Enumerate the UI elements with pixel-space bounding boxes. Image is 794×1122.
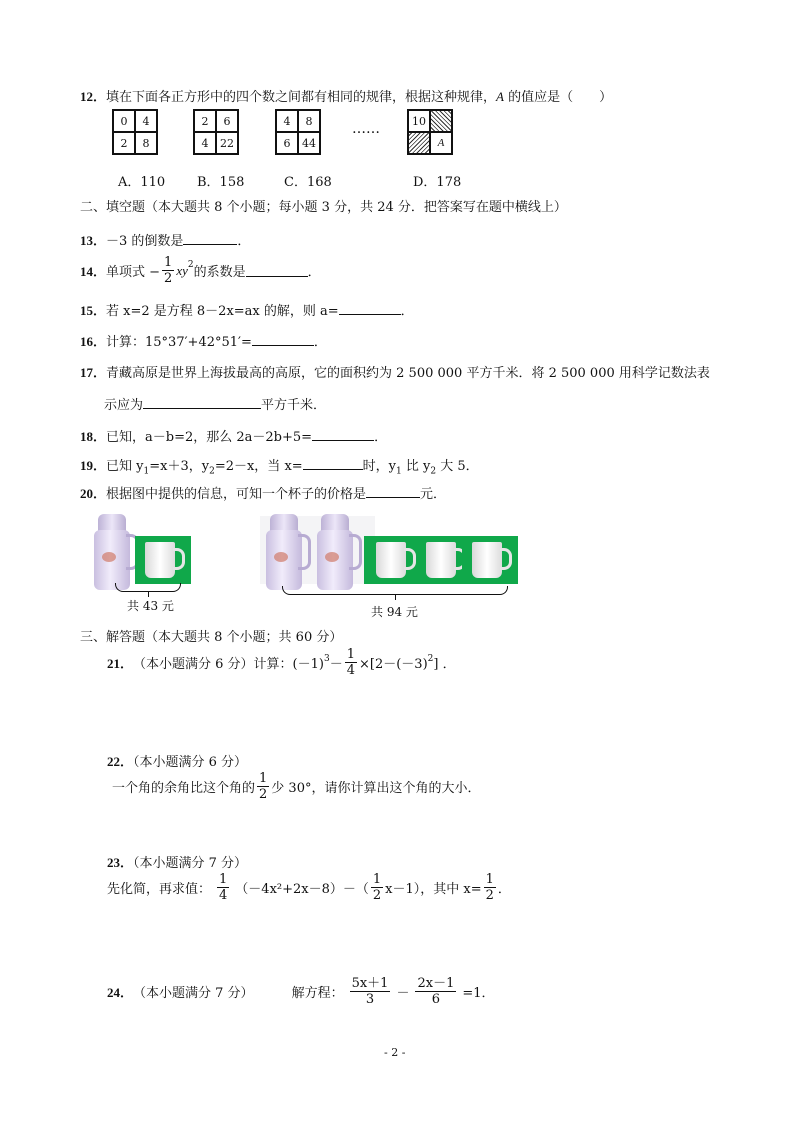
q21: 21． （本小题满分 6 分）计算：(－1) $^3$ － $\frac{1}{4}$ ×[2－(－3) $^2$ ] ． [107, 647, 456, 678]
grid-cell: 4 [276, 110, 298, 132]
q15-blank [339, 302, 401, 315]
grid-cell: 2 [194, 110, 216, 132]
grid-cell-a: A [430, 132, 452, 154]
option-b: B．158 [197, 175, 245, 190]
brace [282, 586, 508, 595]
brace [115, 583, 181, 592]
q14-pre: 单项式 − [106, 265, 161, 280]
q14-fraction: $\frac{1}{2}$ [164, 255, 173, 286]
q24: 24． （本小题满分 7 分） 解方程： $\frac{5x+1}{3}$ － $\frac{2x-1}{6}$ =1． [107, 976, 495, 1007]
q16-end: ． [313, 335, 327, 350]
grid-cell: 10 [408, 110, 430, 132]
option-a: A．110 [118, 175, 166, 190]
mug-image [135, 536, 191, 584]
grid-2 [193, 109, 239, 155]
grid-cell: 6 [276, 132, 298, 154]
grid-1 [112, 109, 158, 155]
q17-pre: 示应为 [104, 398, 144, 413]
q20 [80, 483, 446, 502]
q18 [80, 426, 387, 445]
q12-var: A [496, 89, 504, 104]
q17-text: 青藏高原是世界上海拔最高的高原，它的面积约为 2 500 000 平方千米．将 2 500 000 用科学记数法表 [106, 366, 710, 381]
grid-cell: 2 [113, 132, 135, 154]
grid-cell: 22 [216, 132, 238, 154]
q20-text: 根据图中提供的信息，可知一个杯子的价格是 [106, 487, 367, 502]
q23-fraction-3: $\frac{1}{2}$ [485, 872, 494, 903]
q19-blank [303, 457, 363, 470]
q16-text: 计算：15°37′+42°51′= [106, 335, 252, 350]
q22-number: 22． [107, 754, 134, 769]
q13-end: ． [237, 234, 251, 249]
q21-number: 21． [107, 656, 134, 671]
q24-fraction-1: $\frac{5x+1}{3}$ [351, 976, 389, 1007]
q13-text: －3 的倒数是 [106, 234, 184, 249]
q17-line1 [80, 362, 710, 381]
q17-line2 [104, 394, 326, 413]
q13-number: 13． [80, 233, 107, 248]
q23-body: 先化简，再求值： $\frac{1}{4}$ （－4x²+2x－8）－（ $\frac{1}{2}$ x－1），其中 x= $\frac{1}{2}$ ． [107, 872, 511, 903]
q23-number: 23． [107, 855, 134, 870]
q14-post: 的系数是 [193, 265, 246, 280]
grid-cell: 0 [113, 110, 135, 132]
q20-end: 元． [420, 487, 447, 502]
q15-end: ． [400, 304, 414, 319]
q12-stem [80, 86, 612, 105]
grid-cell: 8 [135, 132, 157, 154]
q12-text: 填在下面各正方形中的四个数之间都有相同的规律，根据这种规律， [106, 90, 497, 105]
grid-cell: 44 [298, 132, 320, 154]
q14-var: xy [176, 262, 188, 278]
q23-head: 23．（本小题满分 7 分） [107, 855, 248, 871]
q21-fraction: $\frac{1}{4}$ [346, 647, 355, 678]
q13-blank [183, 232, 237, 245]
q15-text: 若 x=2 是方程 8－2x=ax 的解，则 a= [106, 304, 339, 319]
price-label-2: 共 94 元 [371, 605, 418, 619]
q19-number: 19． [80, 458, 107, 473]
q18-text: 已知，a－b=2，那么 2a－2b+5= [106, 430, 313, 445]
q15 [80, 300, 414, 319]
q22-head: 22．（本小题满分 6 分） [107, 754, 248, 770]
grid-cell: 4 [135, 110, 157, 132]
q23-fraction-1: $\frac{1}{4}$ [219, 872, 228, 903]
mug-image [366, 536, 422, 584]
q12-number: 12． [80, 89, 107, 104]
q14-number: 14． [80, 264, 107, 279]
q19: 19．已知 $y_1=x+3$，$y_2=2-x$，当 x= 时，$y_1$ 比 $y_2$ 大 5． [80, 458, 479, 477]
q12-text2: 的值应是（ ） [503, 90, 613, 105]
grid-4 [407, 109, 453, 155]
section-3-heading: 三、解答题（本大题共 8 个小题；共 60 分） [80, 630, 343, 645]
q14-blank [246, 264, 308, 277]
q18-number: 18． [80, 429, 107, 444]
q20-number: 20． [80, 486, 107, 501]
q17-post: 平方千米． [261, 398, 327, 413]
grid-3 [275, 109, 321, 155]
thermos-image [262, 512, 306, 592]
mug-image [462, 536, 518, 584]
q14-end: ． [307, 265, 321, 280]
q18-end: ． [374, 430, 388, 445]
hatched-cell [408, 132, 430, 154]
thermos-image [90, 512, 134, 592]
q16-number: 16． [80, 334, 107, 349]
thermos-image [313, 512, 357, 592]
page-number: - 2 - [384, 1046, 406, 1059]
grid-cell: 4 [194, 132, 216, 154]
ellipsis: …… [352, 121, 380, 137]
q24-number: 24． [107, 985, 134, 1000]
q18-blank [312, 428, 374, 441]
q23-fraction-2: $\frac{1}{2}$ [372, 872, 382, 903]
section-2-heading: 二、填空题（本大题共 8 个小题；每小题 3 分，共 24 分．把答案写在题中横线上） [80, 200, 567, 215]
option-d: D．178 [413, 175, 462, 190]
q20-blank [366, 485, 420, 498]
q17-number: 17． [80, 365, 107, 380]
q15-number: 15． [80, 303, 107, 318]
grid-cell: 8 [298, 110, 320, 132]
option-c: C．168 [284, 175, 332, 190]
q24-fraction-2: $\frac{2x-1}{6}$ [417, 976, 455, 1007]
q13 [80, 230, 250, 249]
q14: 14． 单项式 − $\frac{1}{2}$ xy $^2$ 的系数是 ． [80, 255, 321, 286]
q16-blank [252, 333, 314, 346]
q16 [80, 331, 327, 350]
q17-blank [143, 396, 261, 409]
grid-cell: 6 [216, 110, 238, 132]
price-label-1: 共 43 元 [127, 599, 174, 613]
hatched-cell [430, 110, 452, 132]
q22-body: 一个角的余角比这个角的 $\frac{1}{2}$ 少 30°，请你计算出这个角的大小． [112, 771, 481, 802]
q22-fraction: $\frac{1}{2}$ [259, 771, 268, 802]
